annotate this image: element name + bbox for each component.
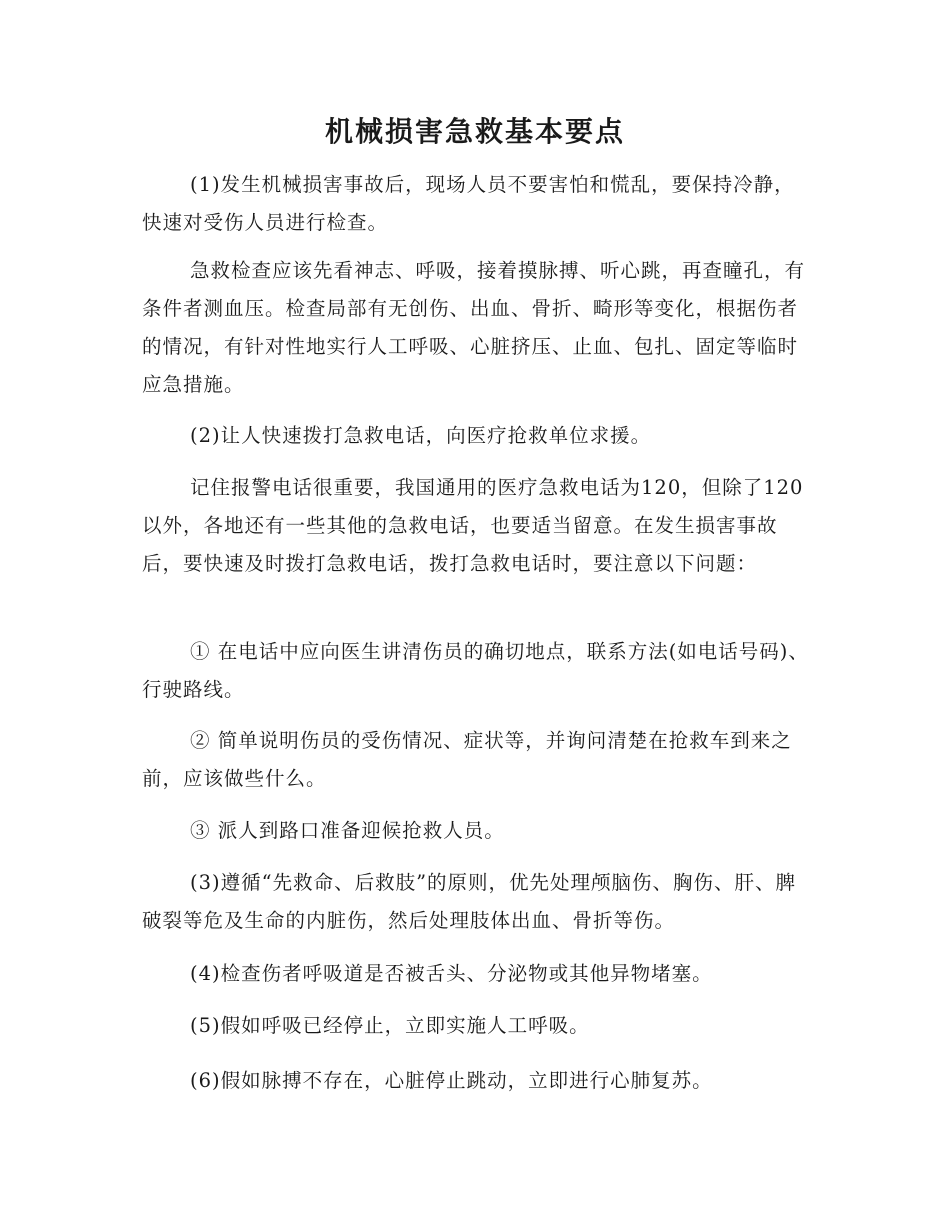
paragraph-8: (3)遵循“先救命、后救肢”的原则，优先处理颅脑伤、胸伤、肝、脾破裂等危及生命的内脏伤，然后处理肢体出血、骨折等伤。 <box>142 871 797 932</box>
paragraph-11: (6)假如脉搏不存在，心脏停止跳动，立即进行心肺复苏。 <box>190 1069 713 1092</box>
paragraph-10: (5)假如呼吸已经停止，立即实施人工呼吸。 <box>190 1014 590 1037</box>
paragraph-5: ① 在电话中应向医生讲清伤员的确切地点，联系方法(如电话号码)、行驶路线。 <box>142 640 809 701</box>
paragraph-7: ③ 派人到路口准备迎候抢救人员。 <box>190 819 505 842</box>
paragraph-1: (1)发生机械损害事故后，现场人员不要害怕和慌乱，要保持冷静，快速对受伤人员进行检查。 <box>142 173 795 234</box>
paragraph-4: 记住报警电话很重要，我国通用的医疗急救电话为120，但除了120以外，各地还有一些其他的急救电话，也要适当留意。在发生损害事故后，要快速及时拨打急救电话，拨打急救电话时，要注意以下问题： <box>142 476 804 575</box>
paragraph-3: (2)让人快速拨打急救电话，向医疗抢救单位求援。 <box>190 424 652 447</box>
document-title: 机械损害急救基本要点 <box>324 115 625 148</box>
paragraph-2: 急救检查应该先看神志、呼吸，接着摸脉搏、听心跳，再查瞳孔，有条件者测血压。检查局部有无创伤、出血、骨折、畸形等变化，根据伤者的情况，有针对性地实行人工呼吸、心脏挤压、止血、包扎、固定等临时应急措施。 <box>142 259 806 396</box>
paragraph-6: ② 简单说明伤员的受伤情况、症状等，并询问清楚在抢救车到来之前，应该做些什么。 <box>142 729 792 790</box>
paragraph-9: (4)检查伤者呼吸道是否被舌头、分泌物或其他异物堵塞。 <box>190 962 713 985</box>
